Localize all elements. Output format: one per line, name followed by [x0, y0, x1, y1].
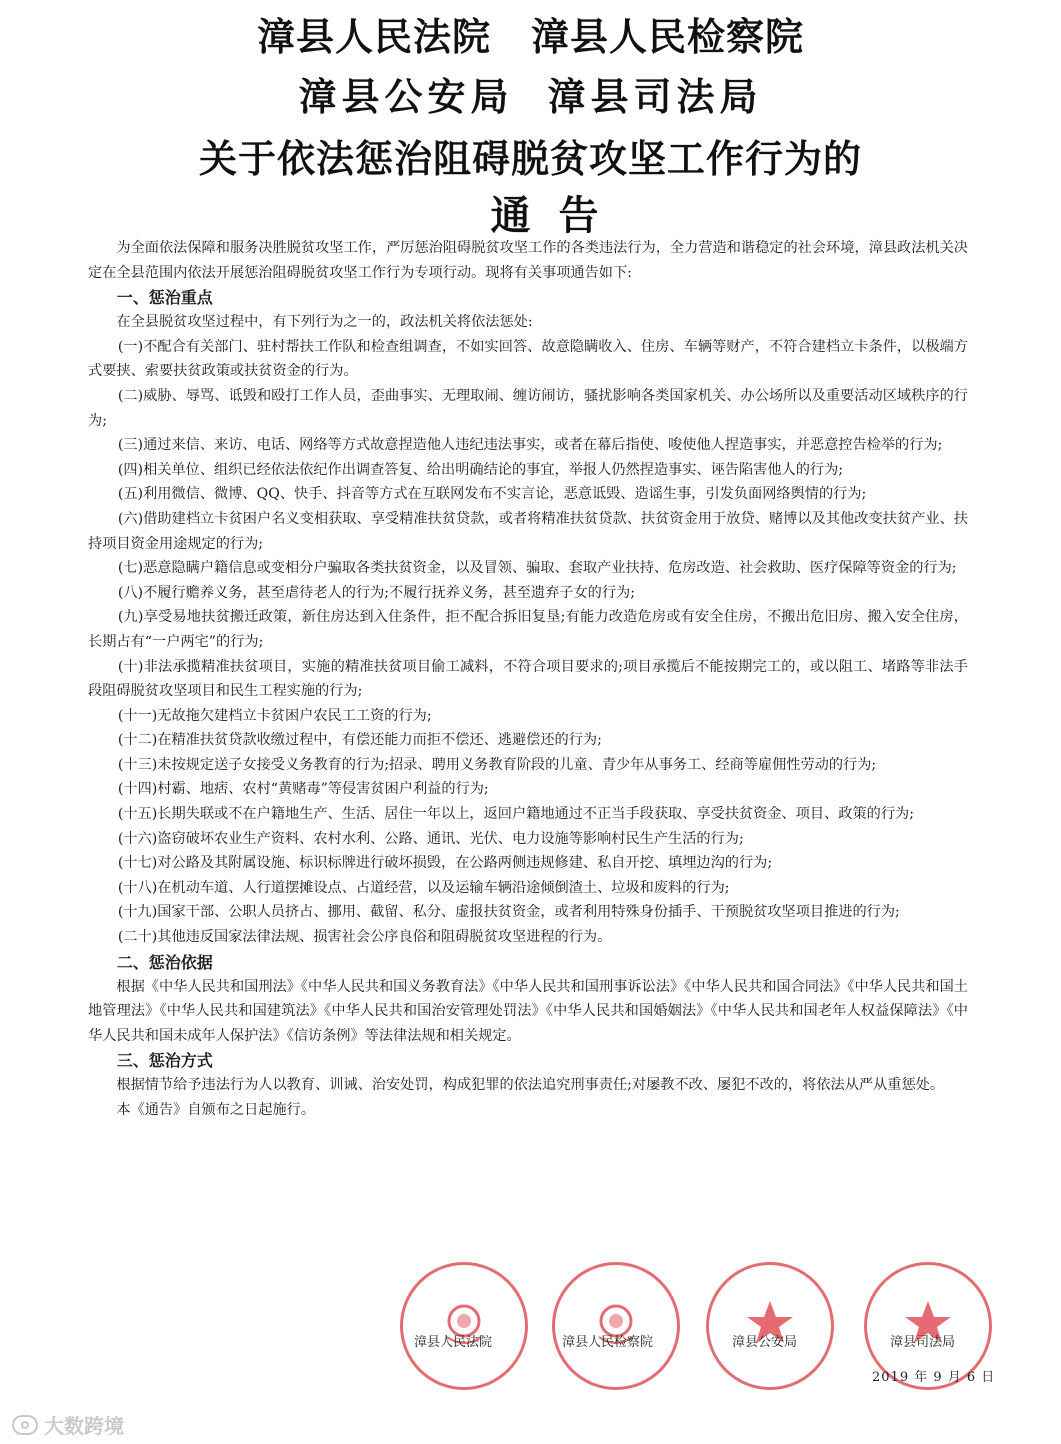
section-1-heading: 一、惩治重点 — [116, 288, 213, 308]
issuer-line-2 — [0, 66, 1061, 121]
seal-label-procuratorate: 漳县人民检察院 — [562, 1335, 654, 1350]
seal-police — [706, 1262, 834, 1390]
list-item: (五)利用微信、微博、QQ、快手、抖音等方式在互联网发布不实言论，恶意诋毁、造谣生事，引发负面网络舆情的行为; — [117, 486, 867, 503]
list-item: (三)通过来信、来访、电话、网络等方式故意捏造他人违纪违法事实，或者在幕后指使、唆使他人捏造事实，并恶意控告检举的行为; — [117, 437, 943, 454]
list-item: (十二)在精准扶贫贷款收缴过程中，有偿还能力而拒不偿还、逃避偿还的行为; — [117, 732, 602, 749]
watermark-logo-icon — [12, 1415, 38, 1435]
issuer-line-1 — [0, 6, 1061, 61]
list-item: (十五)长期失联或不在户籍地生产、生活、居住一年以上，返回户籍地通过不正当手段获取、享受扶贫资金、项目、政策的行为; — [117, 806, 914, 823]
list-item: (十)非法承揽精准扶贫项目，实施的精准扶贫项目偷工减料，不符合项目要求的;项目承揽后不能按期完工的，或以阻工、堵路等非法手段阻碍脱贫攻坚项目和民生工程实施的行为; — [88, 658, 968, 700]
list-item: (八)不履行赡养义务，甚至虐待老人的行为;不履行抚养义务，甚至遗弃子女的行为; — [117, 584, 636, 601]
seal-label-court: 漳县人民法院 — [414, 1335, 493, 1350]
section-2-heading: 二、惩治依据 — [116, 952, 213, 972]
seal-label-justice: 漳县司法局 — [890, 1335, 956, 1350]
list-item: (二十)其他违反国家法律法规、损害社会公序良俗和阻碍脱贫攻坚进程的行为。 — [117, 929, 612, 946]
watermark-text: 大数跨境 — [44, 1414, 124, 1438]
list-item: (十三)未按规定送子女接受义务教育的行为;招录、聘用义务教育阶段的儿童、青少年从事务工、经商等雇佣性劳动的行为; — [117, 756, 877, 773]
list-item: (一)不配合有关部门、驻村帮扶工作队和检查组调查，不如实回答、故意隐瞒收入、住房、车辆等财产，不符合建档立卡条件，以极端方式要挟、索要扶贫政策或扶贫资金的行为。 — [88, 338, 968, 380]
seal-procuratorate — [552, 1262, 680, 1390]
section-3-heading: 三、惩治方式 — [116, 1051, 213, 1071]
list-item: (十六)盗窃破坏农业生产资料、农村水利、公路、通讯、光伏、电力设施等影响村民生产生活的行为; — [117, 830, 744, 847]
section-1-lead: 在全县脱贫攻坚过程中，有下列行为之一的，政法机关将依法惩处: — [116, 314, 533, 331]
list-item: (十四)村霸、地痞、农村“黄赌毒”等侵害贫困户利益的行为; — [117, 781, 489, 798]
emblem-icon — [555, 1265, 677, 1387]
list-item: (十九)国家干部、公职人员挤占、挪用、截留、私分、虚报扶贫资金，或者利用特殊身份插手、干预脱贫攻坚项目推进的行为; — [117, 904, 900, 921]
list-item: (四)相关单位、组织已经依法依纪作出调查答复、给出明确结论的事宜，举报人仍然捏造事实、诬告陷害他人的行为; — [117, 461, 844, 478]
issuer-police: 漳县公安局 — [298, 75, 514, 119]
notice-subtitle: 通告 — [490, 193, 627, 239]
list-item: (七)恶意隐瞒户籍信息或变相分户骗取各类扶贫资金，以及冒领、骗取、套取产业扶持、危房改造、社会救助、医疗保障等资金的行为; — [117, 560, 957, 577]
list-item: (二)威胁、辱骂、诋毁和殴打工作人员，歪曲事实、无理取闹、缠访闹访，骚扰影响各类国家机关、办公场所以及重要活动区域秩序的行为; — [88, 387, 968, 429]
seal-court — [400, 1262, 528, 1390]
issue-date: 2019 年 9 月 6 日 — [872, 1370, 996, 1385]
watermark — [12, 1410, 124, 1439]
list-item: (六)借助建档立卡贫困户名义变相获取、享受精准扶贫贷款，或者将精准扶贫贷款、扶贫资金用于放贷、赌博以及其他改变扶贫产业、扶持项目资金用途规定的行为; — [88, 510, 968, 552]
issuer-procuratorate: 漳县人民检察院 — [531, 15, 805, 59]
issuer-justice: 漳县司法局 — [547, 75, 763, 119]
section-2-text: 根据《中华人民共和国刑法》《中华人民共和国义务教育法》《中华人民共和国刑事诉讼法》《中华人民共和国合同法》《中华人民共和国土地管理法》《中华人民共和国建筑法》《中华人民共和国治安管理处罚法》《中华人民共和国婚姻法》《中华人民共和国老年人权益保障法》《中华人民共和国未成年人保护法》《信访条例》等法律法规和相关规定。 — [88, 978, 968, 1044]
list-item: (十八)在机动车道、人行道摆摊设点、占道经营，以及运输车辆沿途倾倒渣土、垃圾和废料的行为; — [117, 879, 730, 896]
intro-paragraph: 为全面依法保障和服务决胜脱贫攻坚工作，严厉惩治阻碍脱贫攻坚工作的各类违法行为，全力营造和谐稳定的社会环境，漳县政法机关决定在全县范围内依法开展惩治阻碍脱贫攻坚工作行为专项行动。现将有关事项通告如下: — [88, 240, 968, 281]
section-3-text: 根据情节给予违法行为人以教育、训诫、治安处罚，构成犯罪的依法追究刑事责任;对屡教不改、屡犯不改的，将依法从严从重惩处。 — [116, 1077, 945, 1094]
issuer-court: 漳县人民法院 — [256, 15, 491, 59]
star-icon — [709, 1265, 831, 1387]
notice-title: 关于依法惩治阻碍脱贫攻坚工作行为的 — [198, 137, 862, 181]
list-item: (十一)无故拖欠建档立卡贫困户农民工工资的行为; — [117, 707, 432, 724]
closing-line: 本《通告》自颁布之日起施行。 — [116, 1102, 316, 1118]
seal-label-police: 漳县公安局 — [732, 1335, 798, 1350]
emblem-icon — [403, 1265, 525, 1387]
list-item: (十七)对公路及其附属设施、标识标牌进行破坏损毁，在公路两侧违规修建、私自开挖、填埋边沟的行为; — [117, 855, 773, 872]
notice-body — [88, 236, 968, 1123]
list-item: (九)享受易地扶贫搬迁政策，新住房达到入住条件，拒不配合拆旧复垦;有能力改造危房或有安全住房，不搬出危旧房、搬入安全住房，长期占有“一户两宅”的行为; — [88, 609, 968, 650]
